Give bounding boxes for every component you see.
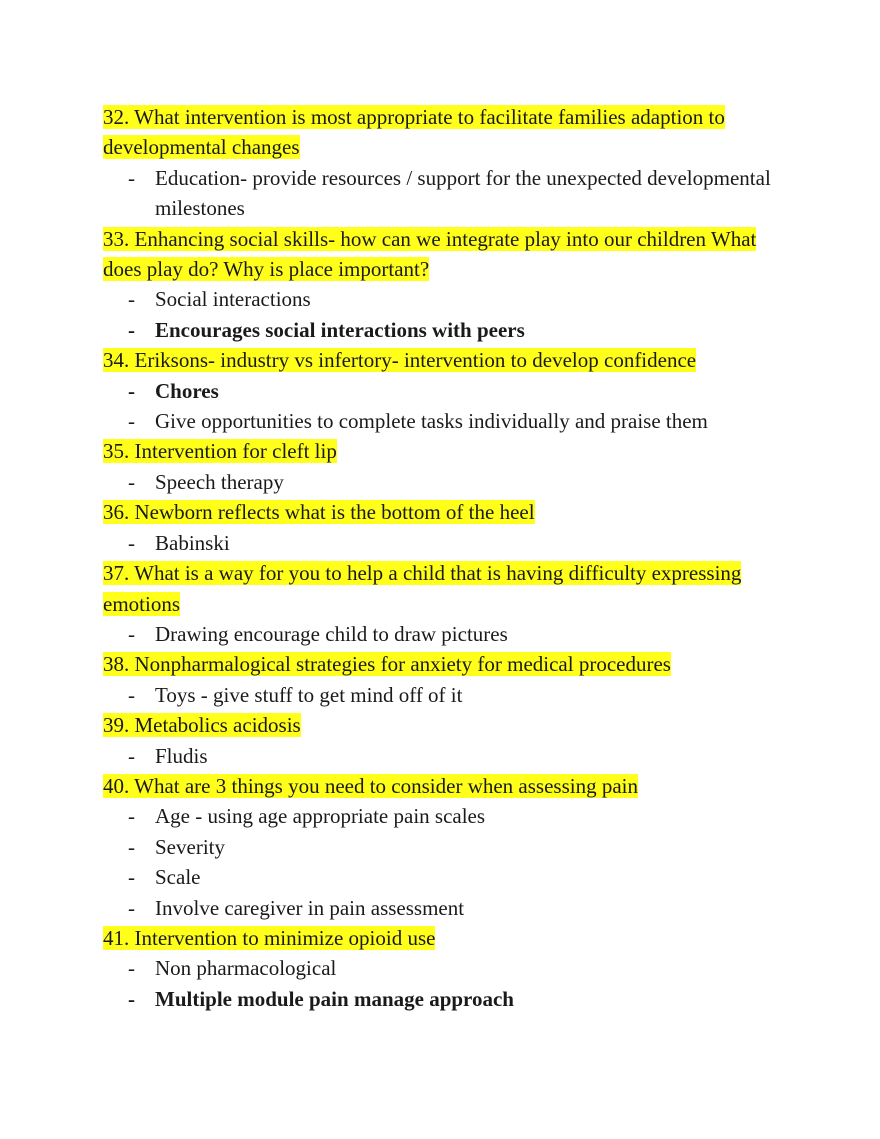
bullet-dash-icon: - — [128, 165, 135, 190]
answer-text: Toys - give stuff to get mind off of it — [155, 682, 463, 707]
answer-list — [103, 163, 783, 224]
question-10 — [103, 923, 783, 953]
answer-text: Involve caregiver in pain assessment — [155, 895, 465, 920]
question-text: 39. Metabolics acidosis — [103, 713, 301, 738]
answer-item — [103, 984, 783, 1014]
answer-item — [103, 741, 783, 771]
bullet-dash-icon: - — [128, 865, 135, 890]
answer-text: Age - using age appropriate pain scales — [155, 804, 486, 829]
answer-list — [103, 680, 783, 710]
answer-text: Encourages social interactions with peers — [155, 317, 525, 342]
bullet-dash-icon: - — [128, 409, 135, 434]
bullet-dash-icon: - — [128, 469, 135, 494]
answer-item — [103, 528, 783, 558]
question-4 — [103, 436, 783, 466]
answer-item — [103, 376, 783, 406]
answer-list — [103, 801, 783, 923]
question-2 — [103, 224, 783, 285]
study-guide-content — [103, 102, 783, 1014]
answer-text: Scale — [155, 865, 201, 890]
answer-text: Speech therapy — [155, 469, 284, 494]
answer-list — [103, 376, 783, 437]
answer-list — [103, 953, 783, 1014]
question-9 — [103, 771, 783, 801]
question-1 — [103, 102, 783, 163]
question-text: 37. What is a way for you to help a child that is having difficulty expressing emotions — [103, 561, 742, 616]
answer-list — [103, 619, 783, 649]
answer-text: Education- provide resources / support for the unexpected developmental milestones — [155, 165, 771, 221]
question-text: 38. Nonpharmalogical strategies for anxiety for medical procedures — [103, 652, 671, 677]
answer-text: Severity — [155, 834, 225, 859]
answer-list — [103, 741, 783, 771]
answer-text: Fludis — [155, 743, 208, 768]
bullet-dash-icon: - — [128, 530, 135, 555]
question-3 — [103, 345, 783, 375]
answer-item — [103, 801, 783, 831]
bullet-dash-icon: - — [128, 682, 135, 707]
question-text: 32. What intervention is most appropriate to facilitate families adaption to developmental changes — [103, 105, 725, 160]
bullet-dash-icon: - — [128, 378, 135, 403]
answer-item — [103, 284, 783, 314]
bullet-dash-icon: - — [128, 287, 135, 312]
answer-item — [103, 953, 783, 983]
answer-list — [103, 467, 783, 497]
question-text: 34. Eriksons- industry vs infertory- intervention to develop confidence — [103, 348, 697, 373]
bullet-dash-icon: - — [128, 804, 135, 829]
bullet-dash-icon: - — [128, 986, 135, 1011]
answer-item — [103, 315, 783, 345]
answer-text: Multiple module pain manage approach — [155, 986, 514, 1011]
answer-item — [103, 406, 783, 436]
answer-list — [103, 528, 783, 558]
answer-text: Chores — [155, 378, 219, 403]
question-7 — [103, 649, 783, 679]
answer-item — [103, 467, 783, 497]
bullet-dash-icon: - — [128, 895, 135, 920]
answer-item — [103, 862, 783, 892]
bullet-dash-icon: - — [128, 834, 135, 859]
answer-item — [103, 893, 783, 923]
answer-item — [103, 163, 783, 224]
question-8 — [103, 710, 783, 740]
answer-text: Social interactions — [155, 287, 311, 312]
answer-item — [103, 619, 783, 649]
answer-text: Non pharmacological — [155, 956, 337, 981]
bullet-dash-icon: - — [128, 317, 135, 342]
question-text: 35. Intervention for cleft lip — [103, 439, 337, 464]
question-text: 41. Intervention to minimize opioid use — [103, 925, 436, 950]
answer-text: Babinski — [155, 530, 230, 555]
question-text: 33. Enhancing social skills- how can we integrate play into our children What does play do? Why is place important? — [103, 226, 757, 282]
question-5 — [103, 497, 783, 527]
question-text: 40. What are 3 things you need to consider when assessing pain — [103, 773, 638, 798]
answer-item — [103, 832, 783, 862]
bullet-dash-icon: - — [128, 621, 135, 646]
answer-text: Give opportunities to complete tasks individually and praise them — [155, 409, 708, 434]
bullet-dash-icon: - — [128, 743, 135, 768]
bullet-dash-icon: - — [128, 956, 135, 981]
answer-text: Drawing encourage child to draw pictures — [155, 621, 508, 646]
answer-item — [103, 680, 783, 710]
answer-list — [103, 284, 783, 345]
question-text: 36. Newborn reflects what is the bottom of the heel — [103, 500, 535, 525]
question-6 — [103, 558, 783, 619]
